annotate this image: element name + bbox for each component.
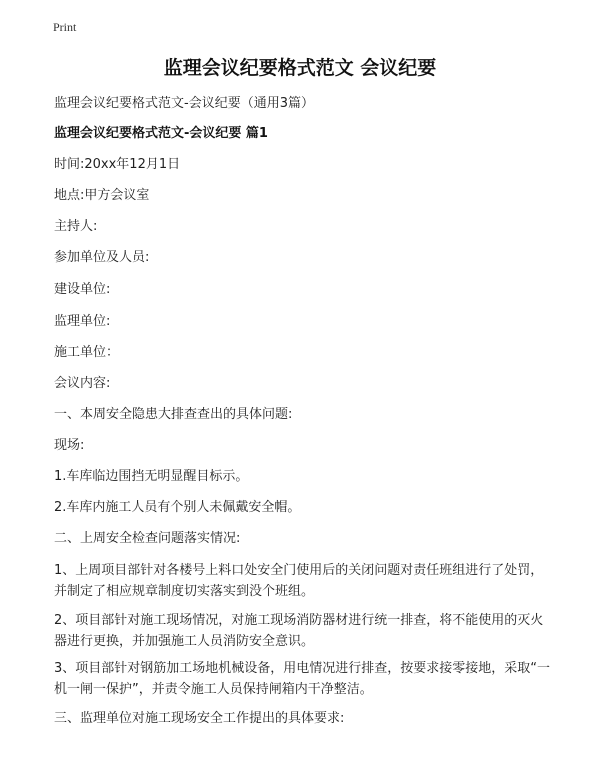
meeting-location: 地点:甲方会议室 [54, 188, 150, 203]
issue-item-2: 2.车库内施工人员有个别人未佩戴安全帽。 [54, 500, 301, 515]
meeting-time: 时间:20xx年12月1日 [54, 157, 181, 172]
paragraph-3: 3、项目部针对钢筋加工场地机械设备，用电情况进行排查，按要求接零接地，采取“一机一闸一保护”，并责令施工人员保持闸箱内干净整洁。 [54, 661, 551, 697]
print-label: Print [53, 20, 77, 34]
section-heading: 监理会议纪要格式范文-会议纪要 篇1 [54, 126, 268, 141]
paragraph-1: 1、上周项目部针对各楼号上料口处安全门使用后的关闭问题对责任班组进行了处罚，并制定了相应规章制度切实落实到没个班组。 [54, 563, 544, 599]
site-label: 现场: [54, 438, 85, 453]
section-two-heading: 二、上周安全检查问题落实情况: [54, 531, 241, 546]
meeting-content-label: 会议内容: [54, 376, 111, 391]
supervision-unit: 监理单位: [54, 314, 111, 329]
issue-item-1: 1.车库临边围挡无明显醒目标示。 [54, 469, 249, 484]
page-title: 监理会议纪要格式范文 会议纪要 [163, 57, 437, 79]
section-three-heading: 三、监理单位对施工现场安全工作提出的具体要求: [54, 711, 345, 726]
construction-unit: 建设单位: [54, 282, 111, 297]
section-one-heading: 一、本周安全隐患大排查查出的具体问题: [54, 407, 293, 422]
paragraph-2: 2、项目部针对施工现场情况，对施工现场消防器材进行统一排查，将不能使用的灭火器进行更换，并加强施工人员消防安全意识。 [54, 613, 544, 649]
meeting-host: 主持人: [54, 219, 98, 234]
contractor-unit: 施工单位： [54, 345, 120, 360]
participants-label: 参加单位及人员: [54, 250, 150, 265]
document-subtitle: 监理会议纪要格式范文-会议纪要（通用3篇） [54, 96, 314, 111]
